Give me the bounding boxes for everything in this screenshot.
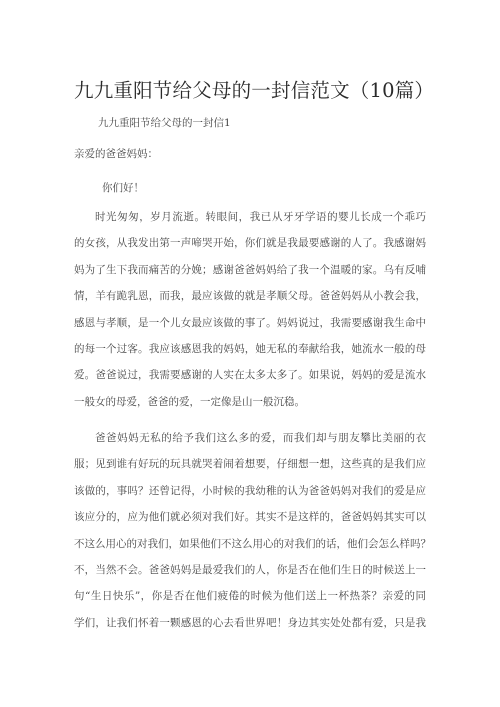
paragraph-line: 不这么用心的对我们，如果他们不这么用心的对我们的话，他们会怎么样吗？ (74, 537, 431, 550)
paragraph-line: 该应分的，应为他们就必须对我们好。其实不是这样的，爸爸妈妈其实可以 (74, 511, 426, 524)
paragraph-line: 时光匆匆，岁月流逝。转眼间，我已从牙牙学语的婴儿长成一个乖巧 (95, 211, 426, 223)
paragraph-line: 一般女的母爱，爸爸的爱，一定像是山一般沉稳。 (74, 395, 305, 408)
paragraph-line: 情，羊有跪乳恩，而我，最应该做的就是孝顺父母。爸爸妈妈从小教会我， (74, 290, 426, 303)
paragraph-line: 的每一个过客。我应该感恩我的妈妈，她无私的奉献给我，她流水一般的母 (74, 342, 426, 355)
paragraph-line: 妈为了生下我而痛苦的分娩；感谢爸爸妈妈给了我一个温暖的家。乌有反哺 (74, 263, 426, 276)
paragraph-line: 该做的，事吗？还曾记得，小时候的我幼稚的认为爸爸妈妈对我们的爱是应 (74, 484, 426, 497)
paragraph-1 (74, 210, 426, 421)
greeting: 你们好！ (102, 182, 144, 194)
paragraph-line: 爸爸妈妈无私的给予我们这么多的爱，而我们却与朋友攀比美丽的衣 (95, 432, 426, 444)
paragraph-2 (74, 431, 431, 642)
paragraph-line: 不，当然不会。爸爸妈妈是最爱我们的人，你是否在他们生日的时候送上一 (74, 563, 426, 576)
paragraph-line: 服；见到谁有好玩的玩具就哭着闹着想要，仔细想一想，这些真的是我们应 (74, 458, 426, 471)
paragraph-line: 爱。爸爸说过，我需要感谢的人实在太多太多了。如果说，妈妈的爱是流水 (74, 369, 426, 382)
paragraph-line: 感恩与孝顺，是一个儿女最应该做的事了。妈妈说过，我需要感谢我生命中 (74, 316, 426, 329)
salutation: 亲爱的爸爸妈妈： (74, 148, 158, 160)
paragraph-line: 句“生日快乐”，你是否在他们疲倦的时候为他们送上一杯热茶？亲爱的同 (74, 590, 426, 603)
paragraph-line: 的女孩，从我发出第一声啼哭开始，你们就是我最要感谢的人了。我感谢妈 (74, 237, 426, 250)
letter-subtitle: 九九重阳节给父母的一封信1 (98, 117, 231, 129)
document-title: 九九重阳节给父母的一封信范文（10篇） (74, 79, 435, 102)
paragraph-line: 学们，让我们怀着一颗感恩的心去看世界吧！身边其实处处都有爱，只是我 (74, 616, 426, 629)
